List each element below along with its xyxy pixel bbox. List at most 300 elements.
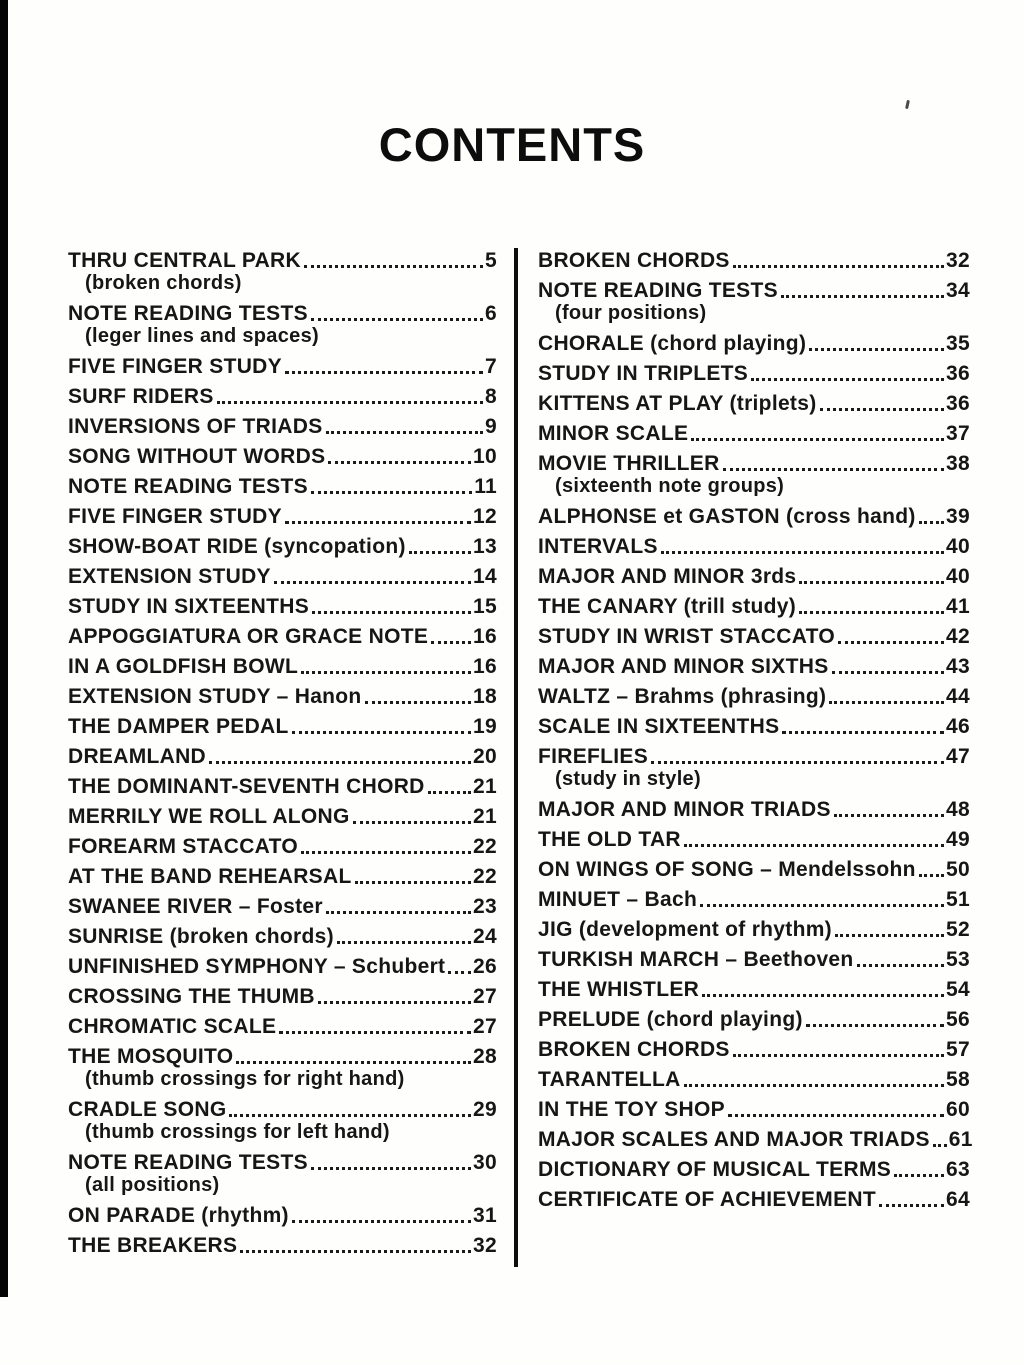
scan-edge-bar <box>0 0 8 1297</box>
toc-entry-page-number: 54 <box>946 978 970 1001</box>
toc-entry-title: INTERVALS <box>538 535 658 558</box>
toc-entry <box>538 536 970 557</box>
toc-entry-line <box>68 506 497 527</box>
toc-entry <box>538 1128 973 1151</box>
toc-entry-line <box>538 1189 970 1210</box>
toc-entry-page-number: 64 <box>946 1188 970 1211</box>
toc-entry-subtitle: (thumb crossings for left hand) <box>85 1121 390 1143</box>
toc-entry <box>68 1099 497 1143</box>
dot-leader <box>838 641 944 644</box>
toc-entry-line <box>538 536 970 557</box>
toc-entry <box>538 716 970 737</box>
dot-leader <box>301 851 471 854</box>
dot-leader <box>236 1061 471 1064</box>
dot-leader <box>809 348 944 351</box>
toc-entry-page-number: 29 <box>473 1098 497 1121</box>
toc-entry-page-number: 61 <box>948 1128 973 1151</box>
dot-leader <box>651 761 944 764</box>
toc-entry-line <box>538 393 970 414</box>
toc-entry <box>68 746 497 767</box>
toc-entry-title: SURF RIDERS <box>68 385 214 408</box>
toc-entry-line <box>68 536 497 557</box>
toc-entry-subtitle: (leger lines and spaces) <box>85 325 319 347</box>
toc-entry-title: WALTZ – Brahms (phrasing) <box>538 685 827 708</box>
toc-entry <box>68 806 497 827</box>
toc-entry-page-number: 42 <box>946 625 970 648</box>
toc-entry-title: FIVE FINGER STUDY <box>68 505 282 528</box>
toc-entry <box>68 1046 497 1090</box>
toc-entry-title: AT THE BAND REHEARSAL <box>68 865 352 888</box>
toc-entry-page-number: 58 <box>946 1068 970 1091</box>
toc-entry-line <box>538 889 970 910</box>
toc-entry-line <box>538 656 970 677</box>
toc-entry-title: ALPHONSE et GASTON (cross hand) <box>538 505 916 528</box>
dot-leader <box>229 1114 471 1117</box>
toc-entry-line <box>538 1009 970 1030</box>
toc-entry-line <box>68 686 497 707</box>
toc-entry-line <box>538 919 970 940</box>
toc-entry <box>68 1016 497 1037</box>
toc-entry-line <box>68 986 497 1007</box>
dot-leader <box>312 611 471 614</box>
toc-entry-line <box>538 1069 970 1090</box>
toc-entry-page-number: 41 <box>946 595 970 618</box>
toc-entry-title: BROKEN CHORDS <box>538 249 730 272</box>
dot-leader <box>733 265 944 268</box>
dot-leader <box>279 1031 471 1034</box>
toc-entry-page-number: 40 <box>946 535 970 558</box>
toc-entry <box>538 453 970 497</box>
toc-entry-line <box>68 1235 497 1256</box>
toc-entry <box>538 1159 970 1180</box>
dot-leader <box>318 1001 471 1004</box>
toc-entry-line <box>538 566 970 587</box>
column-divider-rule <box>514 248 518 1267</box>
toc-entry <box>68 926 497 947</box>
toc-entry <box>68 776 497 797</box>
toc-entry <box>68 446 497 467</box>
toc-entry-page-number: 10 <box>473 445 497 468</box>
toc-entry-page-number: 57 <box>946 1038 970 1061</box>
toc-entry-line <box>68 356 497 377</box>
toc-entry <box>538 1039 970 1060</box>
toc-entry-page-number: 14 <box>473 565 497 588</box>
dot-leader <box>700 904 944 907</box>
toc-entry <box>538 1189 970 1210</box>
toc-entry-page-number: 26 <box>473 955 497 978</box>
toc-entry-title: NOTE READING TESTS <box>68 1151 308 1174</box>
toc-entry-title: THE BREAKERS <box>68 1234 238 1257</box>
toc-entry-line <box>68 1152 497 1173</box>
toc-entry <box>68 596 497 617</box>
toc-entry-title: THE DOMINANT-SEVENTH CHORD <box>68 775 425 798</box>
dot-leader <box>209 761 471 764</box>
dot-leader <box>311 1167 471 1170</box>
toc-entry-page-number: 38 <box>946 452 970 475</box>
toc-entry-title: THE MOSQUITO <box>68 1045 234 1068</box>
toc-entry <box>68 896 497 917</box>
toc-entry-page-number: 35 <box>946 332 970 355</box>
toc-entry-title: STUDY IN SIXTEENTHS <box>68 595 310 618</box>
toc-entry-title: FIREFLIES <box>538 745 649 768</box>
toc-entry <box>68 303 497 347</box>
toc-entry-title: NOTE READING TESTS <box>68 475 308 498</box>
dot-leader <box>684 1084 944 1087</box>
dot-leader <box>311 318 483 321</box>
toc-entry-title: MINOR SCALE <box>538 422 689 445</box>
toc-entry <box>538 596 970 617</box>
dot-leader <box>781 295 944 298</box>
toc-entry-line <box>538 1039 970 1060</box>
toc-entry <box>538 949 970 970</box>
dot-leader <box>782 731 944 734</box>
toc-entry-title: IN THE TOY SHOP <box>538 1098 725 1121</box>
toc-entry-page-number: 30 <box>473 1151 497 1174</box>
toc-entry-page-number: 34 <box>946 279 970 302</box>
toc-entry-page-number: 7 <box>485 355 497 378</box>
toc-entry <box>538 506 970 527</box>
toc-entry-page-number: 56 <box>946 1008 970 1031</box>
dot-leader <box>894 1174 944 1177</box>
toc-entry-title: FIVE FINGER STUDY <box>68 355 282 378</box>
toc-entry-title: JIG (development of rhythm) <box>538 918 832 941</box>
dot-leader <box>355 881 471 884</box>
toc-entry-line <box>538 949 970 970</box>
toc-entry-title: ON WINGS OF SONG – Mendelssohn <box>538 858 916 881</box>
toc-entry <box>68 416 497 437</box>
dot-leader <box>311 491 472 494</box>
toc-entry-line <box>68 1016 497 1037</box>
toc-entry-page-number: 5 <box>485 249 497 272</box>
toc-entry-page-number: 40 <box>946 565 970 588</box>
toc-entry-line <box>538 250 970 271</box>
toc-entry <box>538 566 970 587</box>
toc-entry-title: ON PARADE (rhythm) <box>68 1204 289 1227</box>
toc-entry-title: MOVIE THRILLER <box>538 452 720 475</box>
toc-entry-line <box>68 746 497 767</box>
dot-leader <box>337 941 471 944</box>
toc-entry-line <box>68 836 497 857</box>
dot-leader <box>292 1220 471 1223</box>
toc-entry <box>538 829 970 850</box>
dot-leader <box>919 521 944 524</box>
toc-entry-subtitle: (thumb crossings for right hand) <box>85 1068 405 1090</box>
toc-entry <box>538 1099 970 1120</box>
toc-entry-title: KITTENS AT PLAY (triplets) <box>538 392 817 415</box>
toc-entry-title: MAJOR AND MINOR TRIADS <box>538 798 831 821</box>
toc-entry-page-number: 19 <box>473 715 497 738</box>
toc-entry <box>68 866 497 887</box>
toc-entry-line <box>538 799 970 820</box>
toc-entry-line <box>538 859 970 880</box>
toc-entry-page-number: 48 <box>946 798 970 821</box>
dot-leader <box>326 911 471 914</box>
toc-column-left <box>68 250 497 1265</box>
toc-entry-page-number: 8 <box>485 385 497 408</box>
dot-leader <box>799 581 944 584</box>
toc-entry-page-number: 12 <box>473 505 497 528</box>
toc-entry-title: TARANTELLA <box>538 1068 681 1091</box>
toc-entry-subtitle: (sixteenth note groups) <box>555 475 785 497</box>
toc-entry-title: STUDY IN WRIST STACCATO <box>538 625 836 648</box>
toc-entry-title: DICTIONARY OF MUSICAL TERMS <box>538 1158 892 1181</box>
dot-leader <box>684 844 944 847</box>
toc-entry-title: THRU CENTRAL PARK <box>68 249 301 272</box>
toc-entry-page-number: 31 <box>473 1204 497 1227</box>
toc-entry <box>68 986 497 1007</box>
toc-entry <box>538 333 970 354</box>
toc-entry-title: EXTENSION STUDY – Hanon <box>68 685 362 708</box>
toc-entry-page-number: 28 <box>473 1045 497 1068</box>
toc-entry-page-number: 9 <box>485 415 497 438</box>
toc-entry-page-number: 46 <box>946 715 970 738</box>
dot-leader <box>733 1054 944 1057</box>
dot-leader <box>691 438 944 441</box>
toc-entry-page-number: 52 <box>946 918 970 941</box>
dot-leader <box>829 701 944 704</box>
toc-entry-page-number: 11 <box>474 475 497 498</box>
toc-entry <box>68 386 497 407</box>
toc-entry-line <box>538 1099 970 1120</box>
dot-leader <box>365 701 471 704</box>
toc-entry-page-number: 16 <box>473 655 497 678</box>
toc-entry-line <box>538 626 970 647</box>
toc-entry-line <box>68 566 497 587</box>
toc-entry-page-number: 21 <box>473 805 497 828</box>
toc-entry-page-number: 53 <box>946 948 970 971</box>
dot-leader <box>326 431 483 434</box>
toc-entry-line <box>68 806 497 827</box>
toc-entry-title: SCALE IN SIXTEENTHS <box>538 715 780 738</box>
toc-entry <box>538 423 970 444</box>
toc-entry-page-number: 6 <box>485 302 497 325</box>
toc-entry-page-number: 18 <box>473 685 497 708</box>
toc-entry <box>68 536 497 557</box>
dot-leader <box>217 401 483 404</box>
toc-entry-title: THE OLD TAR <box>538 828 681 851</box>
toc-column-right <box>538 249 973 1219</box>
dot-leader <box>431 641 471 644</box>
toc-entry-line <box>68 716 497 737</box>
dot-leader <box>304 265 483 268</box>
toc-entry-page-number: 13 <box>473 535 497 558</box>
toc-entry-title: MAJOR SCALES AND MAJOR TRIADS <box>538 1128 930 1151</box>
dot-leader <box>285 521 471 524</box>
toc-entry-line <box>68 776 497 797</box>
toc-entry <box>538 656 970 677</box>
dot-leader <box>933 1144 947 1147</box>
toc-entry-title: UNFINISHED SYMPHONY – Schubert <box>68 955 446 978</box>
toc-entry-line <box>538 333 970 354</box>
toc-entry-title: FOREARM STACCATO <box>68 835 298 858</box>
toc-entry <box>538 626 970 647</box>
toc-entry <box>538 1009 970 1030</box>
toc-entry-page-number: 44 <box>946 685 970 708</box>
dot-leader <box>301 671 471 674</box>
toc-entry <box>538 889 970 910</box>
toc-entry <box>538 1069 970 1090</box>
toc-entry-line <box>68 386 497 407</box>
toc-entry <box>68 656 497 677</box>
toc-entry-title: MERRILY WE ROLL ALONG <box>68 805 350 828</box>
toc-entry-line <box>68 656 497 677</box>
toc-entry-page-number: 49 <box>946 828 970 851</box>
toc-entry-line <box>538 716 970 737</box>
toc-entry-page-number: 27 <box>473 985 497 1008</box>
toc-entry <box>68 506 497 527</box>
toc-entry-page-number: 36 <box>946 392 970 415</box>
toc-entry-title: STUDY IN TRIPLETS <box>538 362 749 385</box>
toc-entry-line <box>68 866 497 887</box>
toc-entry-page-number: 32 <box>473 1234 497 1257</box>
toc-entry-page-number: 50 <box>946 858 970 881</box>
print-artifact <box>905 100 910 109</box>
toc-entry <box>68 686 497 707</box>
toc-entry-line <box>68 596 497 617</box>
dot-leader <box>240 1250 471 1253</box>
toc-entry-line <box>68 956 497 977</box>
toc-entry-line <box>68 1205 497 1226</box>
toc-entry-line <box>538 453 970 474</box>
dot-leader <box>285 371 483 374</box>
toc-entry <box>68 1205 497 1226</box>
toc-entry <box>68 716 497 737</box>
dot-leader <box>835 934 944 937</box>
toc-entry-title: MAJOR AND MINOR SIXTHS <box>538 655 829 678</box>
toc-entry-line <box>538 1159 970 1180</box>
toc-entry-title: THE DAMPER PEDAL <box>68 715 289 738</box>
toc-entry-page-number: 23 <box>473 895 497 918</box>
toc-entry <box>68 356 497 377</box>
toc-entry <box>538 686 970 707</box>
toc-entry-line <box>538 829 970 850</box>
toc-entry <box>68 836 497 857</box>
toc-entry-line <box>538 979 970 1000</box>
toc-entry-subtitle: (study in style) <box>555 768 701 790</box>
dot-leader <box>292 731 471 734</box>
toc-entry-title: IN A GOLDFISH BOWL <box>68 655 299 678</box>
toc-entry-title: CHROMATIC SCALE <box>68 1015 277 1038</box>
toc-entry-line <box>538 363 970 384</box>
toc-entry-line <box>68 626 497 647</box>
toc-entry-title: CHORALE (chord playing) <box>538 332 807 355</box>
dot-leader <box>857 964 945 967</box>
toc-entry-page-number: 22 <box>473 835 497 858</box>
toc-entry-title: TURKISH MARCH – Beethoven <box>538 948 854 971</box>
dot-leader <box>723 468 945 471</box>
toc-entry <box>538 799 970 820</box>
toc-entry-page-number: 32 <box>946 249 970 272</box>
toc-entry <box>538 363 970 384</box>
toc-entry-line <box>538 686 970 707</box>
dot-leader <box>328 461 471 464</box>
toc-entry-title: INVERSIONS OF TRIADS <box>68 415 323 438</box>
toc-entry-title: THE CANARY (trill study) <box>538 595 797 618</box>
dot-leader <box>353 821 471 824</box>
toc-entry <box>538 979 970 1000</box>
toc-entry-title: NOTE READING TESTS <box>538 279 778 302</box>
toc-entry-page-number: 47 <box>946 745 970 768</box>
dot-leader <box>448 971 471 974</box>
toc-entry-title: SUNRISE (broken chords) <box>68 925 334 948</box>
toc-entry-line <box>68 476 497 497</box>
toc-entry-title: SHOW-BOAT RIDE (syncopation) <box>68 535 406 558</box>
toc-entry-title: SONG WITHOUT WORDS <box>68 445 326 468</box>
toc-entry <box>538 280 970 324</box>
toc-entry-title: APPOGGIATURA OR GRACE NOTE <box>68 625 429 648</box>
toc-entry-page-number: 37 <box>946 422 970 445</box>
toc-entry-subtitle: (broken chords) <box>85 272 242 294</box>
dot-leader <box>728 1114 944 1117</box>
toc-entry <box>538 746 970 790</box>
toc-entry <box>68 476 497 497</box>
toc-entry-line <box>538 506 970 527</box>
dot-leader <box>428 791 471 794</box>
toc-entry-page-number: 16 <box>473 625 497 648</box>
toc-entry-line <box>538 596 970 617</box>
toc-entry <box>538 250 970 271</box>
toc-entry-page-number: 63 <box>946 1158 970 1181</box>
toc-entry-page-number: 60 <box>946 1098 970 1121</box>
toc-entry-title: CERTIFICATE OF ACHIEVEMENT <box>538 1188 876 1211</box>
toc-entry-line <box>538 280 970 301</box>
toc-entry <box>68 956 497 977</box>
dot-leader <box>661 551 944 554</box>
toc-entry-title: MINUET – Bach <box>538 888 698 911</box>
toc-entry <box>68 250 497 294</box>
toc-entry-title: MAJOR AND MINOR 3rds <box>538 565 797 588</box>
toc-entry-title: THE WHISTLER <box>538 978 700 1001</box>
dot-leader <box>799 611 944 614</box>
toc-entry-page-number: 51 <box>946 888 970 911</box>
toc-entry-line <box>538 1128 973 1151</box>
toc-entry-title: CROSSING THE THUMB <box>68 985 315 1008</box>
toc-entry-line <box>68 926 497 947</box>
toc-entry-page-number: 24 <box>473 925 497 948</box>
toc-entry-line <box>68 446 497 467</box>
dot-leader <box>409 551 471 554</box>
dot-leader <box>274 581 471 584</box>
toc-entry-title: EXTENSION STUDY <box>68 565 271 588</box>
page-title: CONTENTS <box>378 118 646 172</box>
toc-entry-page-number: 20 <box>473 745 497 768</box>
toc-entry-page-number: 39 <box>946 505 970 528</box>
dot-leader <box>879 1204 944 1207</box>
toc-entry <box>538 393 970 414</box>
toc-entry-line <box>68 896 497 917</box>
dot-leader <box>919 874 944 877</box>
dot-leader <box>834 814 944 817</box>
toc-entry-line <box>68 250 497 271</box>
dot-leader <box>806 1024 944 1027</box>
toc-entry-line <box>68 416 497 437</box>
toc-entry-subtitle: (all positions) <box>85 1174 220 1196</box>
dot-leader <box>751 378 944 381</box>
dot-leader <box>832 671 945 674</box>
toc-entry <box>538 859 970 880</box>
toc-entry-line <box>538 746 970 767</box>
toc-entry-page-number: 21 <box>473 775 497 798</box>
toc-entry <box>68 1152 497 1196</box>
toc-entry-title: NOTE READING TESTS <box>68 302 308 325</box>
toc-entry <box>68 626 497 647</box>
toc-entry-title: SWANEE RIVER – Foster <box>68 895 323 918</box>
toc-entry <box>538 919 970 940</box>
toc-entry-title: CRADLE SONG <box>68 1098 227 1121</box>
toc-entry-page-number: 22 <box>473 865 497 888</box>
toc-entry-title: PRELUDE (chord playing) <box>538 1008 803 1031</box>
toc-entry-line <box>68 1046 497 1067</box>
